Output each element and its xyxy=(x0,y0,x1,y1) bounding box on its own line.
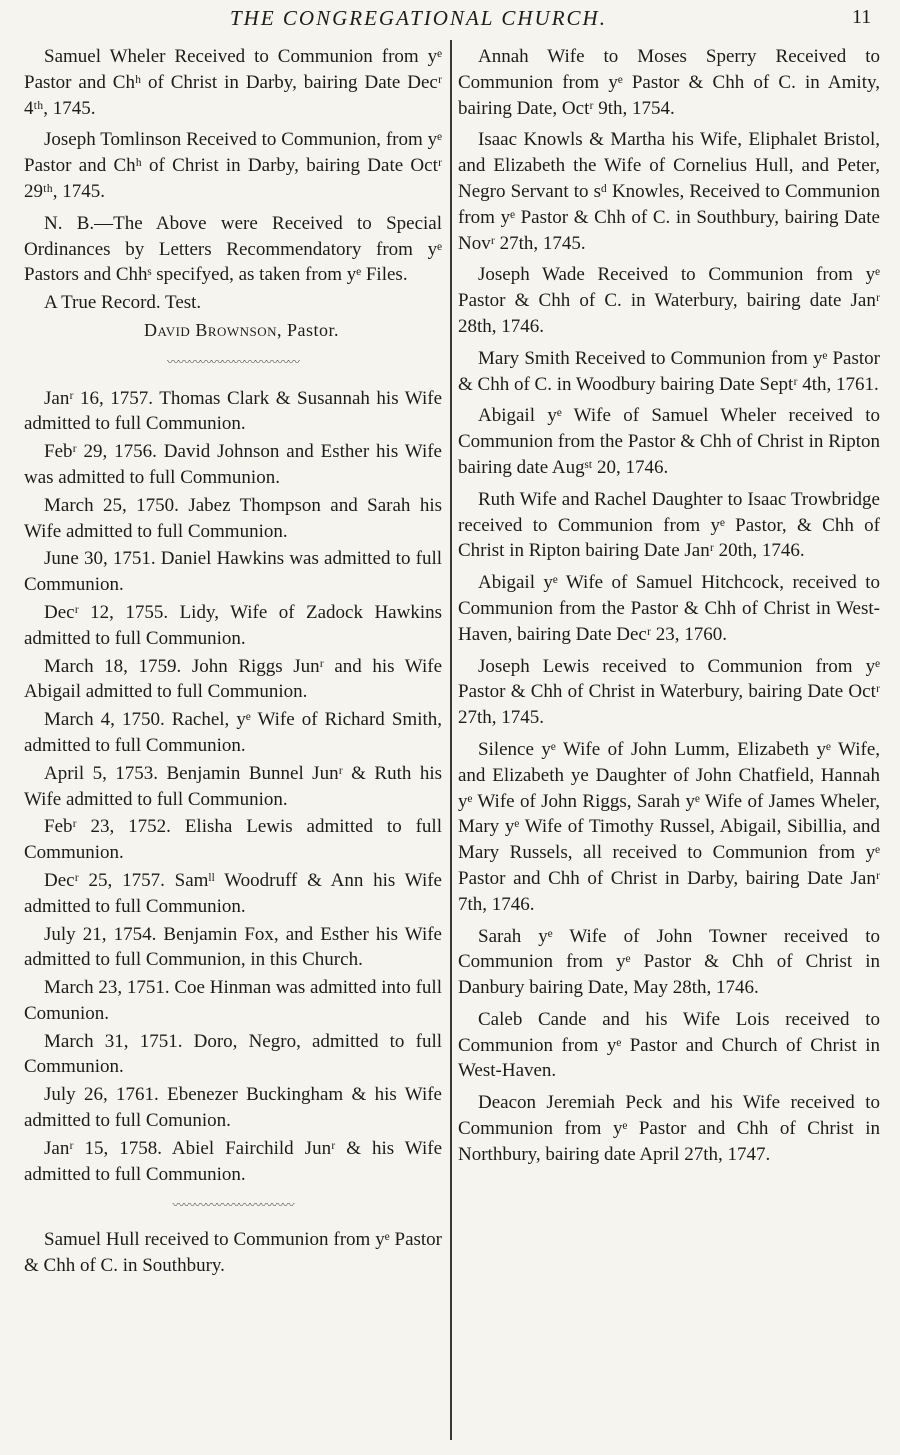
pastor-signature xyxy=(24,318,442,344)
admission-entry: March 23, 1751. Coe Hinman was admitted into full Comunion. xyxy=(24,977,442,1024)
column-divider xyxy=(450,40,452,1440)
admission-entry: March 18, 1759. John Riggs Junʳ and his Wife Abigail admitted to full Communion. xyxy=(24,655,442,703)
signature-title: , Pastor. xyxy=(277,319,340,340)
admission-entry: July 26, 1761. Ebenezer Buckingham & his Wife admitted to full Comunion. xyxy=(24,1084,442,1132)
admission-entry: Janʳ 15, 1758. Abiel Fairchild Junʳ & his Wife admitted to full Communion. xyxy=(24,1137,442,1185)
admission-entry: June 30, 1751. Daniel Hawkins was admitted to full Communion. xyxy=(24,548,442,596)
record-entry: Samuel Hull received to Communion from yᵉ Pastor & Chh of C. in Southbury. xyxy=(24,1229,442,1277)
record-entry: Caleb Cande and his Wife Lois received to Communion from yᵉ Pastor and Church of Christ in West-Haven. xyxy=(458,1008,880,1082)
admission-entry: March 31, 1751. Doro, Negro, admitted to full Communion. xyxy=(24,1030,442,1078)
page-number: 11 xyxy=(852,6,872,28)
nota-bene: N. B.—The Above were Received to Special Ordinances by Letters Recommendatory from yᵉ Pastors and Chhˢ specifyed, as taken from yᵉ Files. xyxy=(24,212,442,286)
record-entry: Isaac Knowls & Martha his Wife, Eliphalet Bristol, and Elizabeth the Wife of Cornelius Hull, and Peter, Negro Servant to sᵈ Knowles, Received to Communion from yᵉ Pastor & Chh of C. in Southbury, bairing Date Novʳ 27th, 1745. xyxy=(458,129,880,254)
running-title: THE CONGREGATIONAL CHURCH. xyxy=(230,6,607,30)
attestation: A True Record. Test. xyxy=(44,292,202,314)
wavy-separator: 〰〰〰〰〰〰〰〰〰〰〰 xyxy=(172,1198,294,1213)
admission-entry: Decʳ 25, 1757. Samˡˡ Woodruff & Ann his Wife admitted to full Communion. xyxy=(24,869,442,917)
record-entry: Samuel Wheler Received to Communion from yᵉ Pastor and Chʰ of Christ in Darby, bairing Date Decʳ 4ᵗʰ, 1745. xyxy=(24,46,442,119)
admission-entry: Decʳ 12, 1755. Lidy, Wife of Zadock Hawkins admitted to full Communion. xyxy=(24,601,442,649)
admission-entry: Febʳ 23, 1752. Elisha Lewis admitted to full Communion. xyxy=(24,816,442,864)
admission-entry: April 5, 1753. Benjamin Bunnel Junʳ & Ruth his Wife admitted to full Communion. xyxy=(24,762,442,810)
record-entry: Abigail yᵉ Wife of Samuel Hitchcock, received to Communion from the Pastor & Chh of Christ in West-Haven, bairing Date Decʳ 23, 1760. xyxy=(458,572,880,645)
right-column xyxy=(458,44,880,1174)
record-entry: Sarah yᵉ Wife of John Towner received to Communion from yᵉ Pastor & Chh of Christ in Danbury bairing Date, May 28th, 1746. xyxy=(458,925,880,999)
record-entry: Silence yᵉ Wife of John Lumm, Elizabeth yᵉ Wife, and Elizabeth ye Daughter of John Chatfield, Hannah yᵉ Wife of John Riggs, Sarah yᵉ Wife of James Wheler, Mary yᵉ Wife of Timothy Russel, Abigail, Sibillia, and Mary Russels, all received to Communion from yᵉ Pastor and Chh of Christ in Darby, bairing Date Janʳ 7th, 1746. xyxy=(458,738,880,915)
record-entry: Annah Wife to Moses Sperry Received to Communion from yᵉ Pastor & Chh of C. in Amity, bairing Date, Octʳ 9th, 1754. xyxy=(458,46,880,119)
wavy-separator: 〰〰〰〰〰〰〰〰〰〰〰〰 xyxy=(166,354,299,369)
record-entry: Abigail yᵉ Wife of Samuel Wheler received to Communion from the Pastor & Chh of Christ in Ripton bairing date Augˢᵗ 20, 1746. xyxy=(458,405,880,478)
record-entry: Ruth Wife and Rachel Daughter to Isaac Trowbridge received to Communion from yᵉ Pastor, & Chh of Christ in Ripton bairing Date Janʳ 20th, 1746. xyxy=(458,488,880,562)
admission-entry: March 25, 1750. Jabez Thompson and Sarah his Wife admitted to full Communion. xyxy=(24,494,442,542)
left-column xyxy=(24,44,442,1281)
admission-entry: Febʳ 29, 1756. David Johnson and Esther his Wife was admitted to full Communion. xyxy=(24,441,442,488)
record-entry: Joseph Lewis received to Communion from yᵉ Pastor & Chh of Christ in Waterbury, bairing Date Octʳ 27th, 1745. xyxy=(458,655,880,729)
admission-entry: Janʳ 16, 1757. Thomas Clark & Susannah his Wife admitted to full Communion. xyxy=(24,387,442,435)
record-entry: Mary Smith Received to Communion from yᵉ Pastor & Chh of C. in Woodbury bairing Date Septʳ 4th, 1761. xyxy=(458,347,880,395)
page-header xyxy=(0,6,900,34)
record-entry: Deacon Jeremiah Peck and his Wife received to Communion from yᵉ Pastor and Chh of Christ in Northbury, bairing date April 27th, 1747. xyxy=(458,1092,880,1165)
signature-name: David Brownson xyxy=(144,319,278,340)
record-entry: Joseph Tomlinson Received to Communion, from yᵉ Pastor and Chʰ of Christ in Darby, bairing Date Octʳ 29ᵗʰ, 1745. xyxy=(24,129,442,202)
admission-entry: July 21, 1754. Benjamin Fox, and Esther his Wife admitted to full Communion, in this Church. xyxy=(24,923,442,971)
record-entry: Joseph Wade Received to Communion from yᵉ Pastor & Chh of C. in Waterbury, bairing date Janʳ 28th, 1746. xyxy=(458,264,880,337)
admission-entry: March 4, 1750. Rachel, yᵉ Wife of Richard Smith, admitted to full Communion. xyxy=(24,709,442,756)
